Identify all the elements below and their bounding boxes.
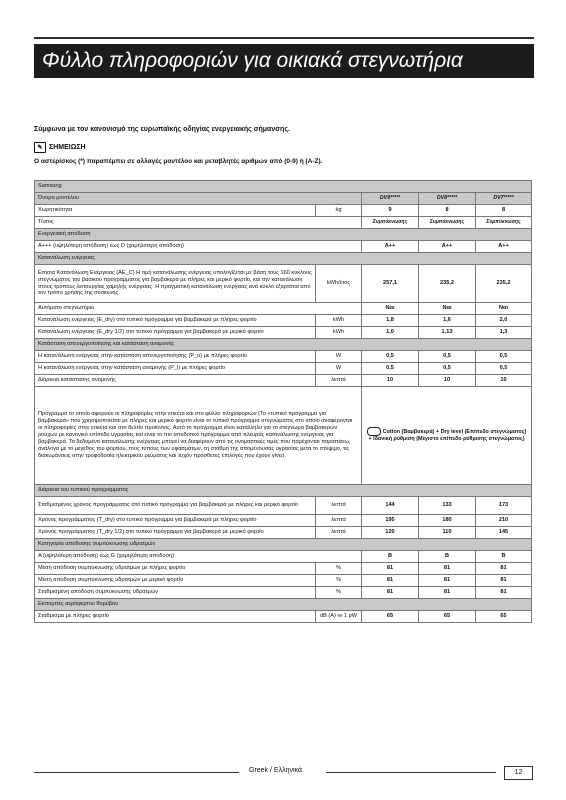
cell-value: 10 <box>362 375 419 387</box>
note-text: Ο αστερίσκος (*) παραπέμπει σε αλλαγές μοντέλου και μεταβλητές αριθμών από (0-9) ή (A-Z). <box>34 158 323 165</box>
table-row <box>35 351 532 363</box>
row-unit: λεπτά <box>316 515 362 527</box>
row-unit: kWh <box>316 315 362 327</box>
cell-value: 235,2 <box>476 265 532 303</box>
table-row <box>35 563 532 575</box>
table-row <box>35 551 532 563</box>
page-footer <box>34 767 531 779</box>
cotton-icon <box>367 427 381 436</box>
table-row <box>35 181 532 193</box>
cell-value: B <box>476 551 532 563</box>
cell-value: 81 <box>476 587 532 599</box>
row-label: Τύπος <box>35 217 362 229</box>
row-unit: λεπτά <box>316 527 362 539</box>
row-unit: % <box>316 587 362 599</box>
section-heading: Κατηγορία απόδοσης συμπύκνωσης υδρατμών <box>35 539 532 551</box>
row-unit: kWh/έτος <box>316 265 362 303</box>
top-rule <box>34 37 534 39</box>
table-row <box>35 611 532 623</box>
row-label: Χρόνος προγράμματος (T_dry 1/2) στο τυπικό πρόγραμμα για βαμβακερά με μερικό φορτίο <box>35 527 316 539</box>
section-row <box>35 253 532 265</box>
cell-value: 9 <box>362 205 419 217</box>
cell-value: 235,2 <box>419 265 476 303</box>
cell-value: 0,5 <box>476 351 532 363</box>
row-label: Μέση απόδοση συμπύκνωσης υδρατμών με μερικό φορτίο <box>35 575 316 587</box>
cell-value: 8 <box>419 205 476 217</box>
row-unit: W <box>316 351 362 363</box>
cell-value: 81 <box>476 575 532 587</box>
cell-value: Συμπύκνωσης <box>476 217 532 229</box>
cell-value: Συμπύκνωσης <box>362 217 419 229</box>
cell-value: 0,5 <box>362 351 419 363</box>
table-row <box>35 241 532 253</box>
row-unit: kg <box>316 205 362 217</box>
cell-value: 145 <box>476 527 532 539</box>
table-row <box>35 217 532 229</box>
cell-value: 0,5 <box>362 363 419 375</box>
table-row <box>35 375 532 387</box>
row-unit: λεπτά <box>316 375 362 387</box>
section-row <box>35 539 532 551</box>
cell-value: 0,5 <box>419 363 476 375</box>
section-heading: Ενεργειακή απόδοση <box>35 229 532 241</box>
row-unit: kWh <box>316 327 362 339</box>
program-note <box>362 387 532 485</box>
cell-value: 210 <box>476 515 532 527</box>
cell-value: 81 <box>362 587 419 599</box>
cell-value: 8 <box>476 205 532 217</box>
table-row <box>35 387 532 485</box>
cell-value: 81 <box>476 563 532 575</box>
cell-value: 65 <box>476 611 532 623</box>
note-icon: ✎ <box>34 142 46 153</box>
model-name: DV9***** <box>362 193 419 205</box>
row-label: Σταθμισμένος χρόνος προγράμματος στο τυπικό πρόγραμμα για βαμβακερά με πλήρες και μερικό φορτίο <box>35 497 316 515</box>
cell-value: 10 <box>419 375 476 387</box>
cell-value: B <box>362 551 419 563</box>
table-row <box>35 265 532 303</box>
row-unit: % <box>316 575 362 587</box>
table-row <box>35 315 532 327</box>
cell-value: 1,0 <box>362 327 419 339</box>
row-label: Αυτόματο στεγνωτήριο <box>35 303 362 315</box>
row-label: Στάθμισμα με πλήρες φορτίο <box>35 611 316 623</box>
table-row <box>35 575 532 587</box>
table-row <box>35 587 532 599</box>
cell-value: 65 <box>362 611 419 623</box>
row-unit: dB (A) re 1 pW <box>316 611 362 623</box>
cell-value: 81 <box>419 563 476 575</box>
page-title: Φύλλο πληροφοριών για οικιακά στεγνωτήρια <box>34 44 534 78</box>
cell-value: 173 <box>476 497 532 515</box>
section-row <box>35 339 532 351</box>
row-label: Μέση απόδοση συμπύκνωσης υδρατμών με πλήρες φορτίο <box>35 563 316 575</box>
note-heading <box>34 142 86 153</box>
cell-value: 110 <box>419 527 476 539</box>
table-row <box>35 527 532 539</box>
model-name: DV8***** <box>419 193 476 205</box>
intro-text: Σύμφωνα με τον κανονισμό της ευρωπαϊκής οδηγίας ενεργειακής σήμανσης. <box>34 126 290 133</box>
cell-value: 180 <box>419 515 476 527</box>
cell-value: 120 <box>362 527 419 539</box>
section-heading: Διάρκεια του τυπικού προγράμματος <box>35 485 532 497</box>
cell-value: Ναι <box>476 303 532 315</box>
row-label: A (υψηλότερη απόδοση) έως G (χαμηλότερη απόδοση) <box>35 551 362 563</box>
page-number: 12 <box>504 766 533 780</box>
cell-value: 144 <box>362 497 419 515</box>
row-label: Σταθμισμένη απόδοση συμπύκνωσης υδρατμών <box>35 587 316 599</box>
row-unit: λεπτά <box>316 497 362 515</box>
cell-value: 1,3 <box>476 327 532 339</box>
footer-rule <box>34 772 239 773</box>
note-label: ΣΗΜΕΙΩΣΗ <box>49 144 86 151</box>
cell-value: 65 <box>419 611 476 623</box>
cell-value: 81 <box>362 575 419 587</box>
model-label: Όνομα μοντέλου <box>35 193 362 205</box>
row-label: Κατανάλωση ενέργειας (E_dry 1/2) στο τυπικό πρόγραμμα για βαμβακερά με μερικό φορτίο <box>35 327 316 339</box>
row-label: A+++ (υψηλότερη απόδοση) έως D (χαμηλότερη απόδοση) <box>35 241 362 253</box>
cell-value: 1,6 <box>419 315 476 327</box>
section-heading: Εκπομπές αερόφερτου θορύβου <box>35 599 532 611</box>
section-row <box>35 229 532 241</box>
brand-cell: Samsung <box>35 181 532 193</box>
cell-value: A++ <box>476 241 532 253</box>
info-table <box>34 180 532 623</box>
cell-value: 257,1 <box>362 265 419 303</box>
table-row <box>35 515 532 527</box>
section-row <box>35 485 532 497</box>
cell-value: A++ <box>362 241 419 253</box>
cell-value: 1,8 <box>362 315 419 327</box>
table-row <box>35 363 532 375</box>
cell-value: 81 <box>419 575 476 587</box>
cell-value: Ναι <box>362 303 419 315</box>
table-row <box>35 497 532 515</box>
row-label: Διάρκεια κατάστασης αναμονής <box>35 375 316 387</box>
row-unit: W <box>316 363 362 375</box>
cell-value: 2,0 <box>476 315 532 327</box>
cell-value: 133 <box>419 497 476 515</box>
footer-rule <box>326 772 496 773</box>
footer-language: Greek / Ελληνικά <box>249 767 302 774</box>
section-row <box>35 599 532 611</box>
row-label: Χρόνος προγράμματος (T_dry) στο τυπικό πρόγραμμα για βαμβακερά με πλήρες φορτίο <box>35 515 316 527</box>
cell-value: 81 <box>362 563 419 575</box>
table-row <box>35 205 532 217</box>
model-name: DV7***** <box>476 193 532 205</box>
table-row <box>35 193 532 205</box>
cell-value: 81 <box>419 587 476 599</box>
row-label: Η κατανάλωση ενέργειας στην κατάσταση απενεργοποίησης (P_o) με πλήρες φορτίο <box>35 351 316 363</box>
table-row <box>35 327 532 339</box>
cell-value: A++ <box>419 241 476 253</box>
section-heading: Κατανάλωση ενέργειας <box>35 253 532 265</box>
cell-value: 195 <box>362 515 419 527</box>
table-row <box>35 303 532 315</box>
row-label: Χωρητικότητα <box>35 205 316 217</box>
cell-value: 0,5 <box>476 363 532 375</box>
program-note-text: Cotton (Βαμβακερά) + Dry level (Επίπεδο στεγνώματος) + Ιδανική ρύθμιση (Μέγιστο επίπεδο ρύθμισης στεγνώματος) <box>368 428 527 443</box>
cell-value: 10 <box>476 375 532 387</box>
cell-value: B <box>419 551 476 563</box>
cell-value: 1,13 <box>419 327 476 339</box>
section-heading: Κατάσταση απενεργοποίησης και κατάσταση αναμονής <box>35 339 532 351</box>
cell-value: Συμπύκνωσης <box>419 217 476 229</box>
cell-value: 0,5 <box>419 351 476 363</box>
row-label: Η κατανάλωση ενέργειας στην κατάσταση αναμονής (P_l) με πλήρες φορτίο <box>35 363 316 375</box>
cell-value: Ναι <box>419 303 476 315</box>
program-description: Πρόγραμμα το οποίο αφορούν οι πληροφορίες στην ετικέτα και στο φύλλο πληροφοριών (Το «τυπικό πρόγραμμα για βαμβακερά» που χρησιμοποιείται με πλήρες και μερικό φορτίο είναι το τυπικό πρόγραμμα στεγνώματος στο οποίο αναφέρονται οι πληροφορίες στην ετικέτα και στο δελτίο προϊόντος. Αυτό το πρόγραμμα είναι κατάλληλο για το στέγνωμα βαμβακερών ρούχων με κανονικό επίπεδο υγρασίας και είναι το πιο αποδοτικό πρόγραμμα από πλευράς κατανάλωσης ενέργειας για βαμβακερά. Τα δεδομένα κατανάλωσης ενέργειας μπορεί να διαφέρουν από τις ονομαστικές τιμές που παρέχονται παραπάνω, ανάλογα με το μέγεθος του φορτίου, τους τύπους των υφασμάτων, τη στάθμη της απομένουσας υγρασίας μετά το στύψιμο, τις διακυμάνσεις στην τροφοδοσία ηλεκτρικού ρεύματος και τυχόν πρόσθετες επιλογές που έχουν γίνει). <box>35 387 362 485</box>
row-label: Ετήσια Κατανάλωση Ενέργειας (AE_C) Η τιμή κατανάλωσης ενέργειας υπολογίζεται με βάση τους 160 κύκλους στεγνώματος του βασικού προγράμματος για βαμβακερά με πλήρες και μερικό φορτίο, και την κατανάλωση στους τρόπους λειτουργίας χαμηλής ενέργειας. Η πραγματική κατανάλωση ενέργειας ανά κύκλο εξαρτάται από τον τρόπο χρήσης της συσκευής. <box>35 265 316 303</box>
row-label: Κατανάλωση ενέργειας (E_dry) στο τυπικό πρόγραμμα για βαμβακερά με πλήρες φορτίο <box>35 315 316 327</box>
row-unit: % <box>316 563 362 575</box>
